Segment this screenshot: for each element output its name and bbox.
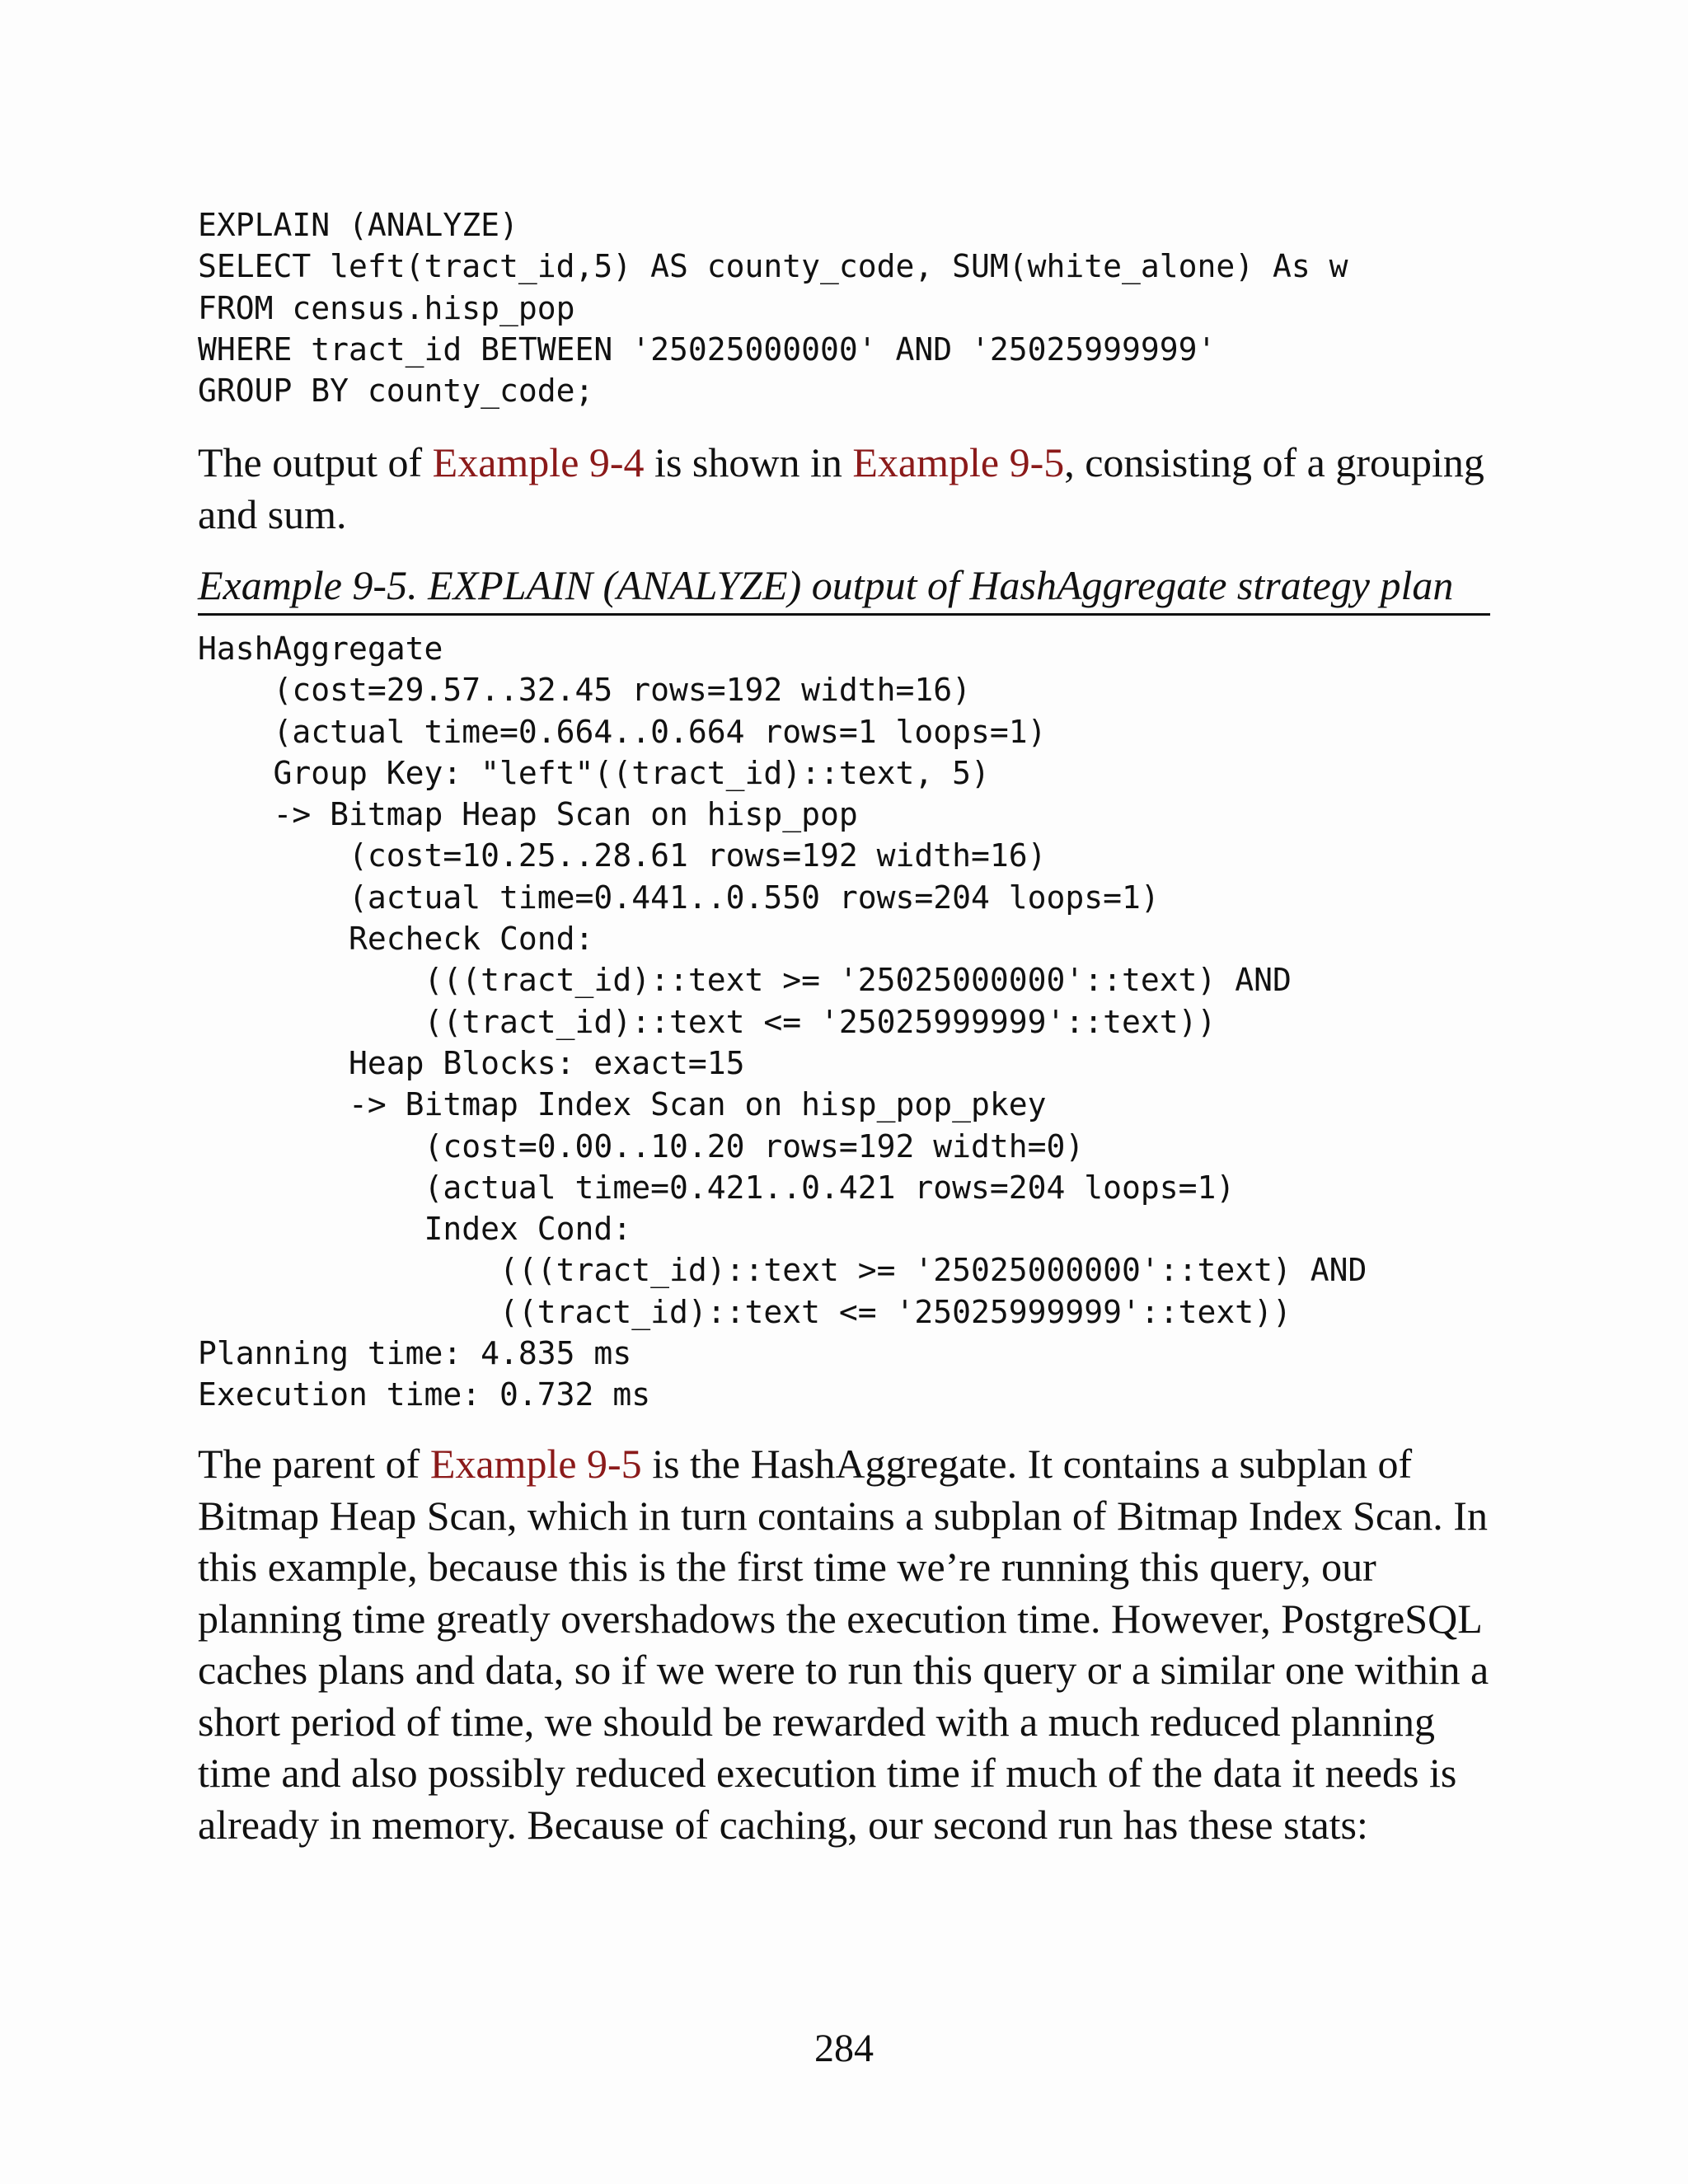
code-line: (actual time=0.664..0.664 rows=1 loops=1)	[198, 713, 1047, 750]
code-line: Planning time: 4.835 ms	[198, 1335, 632, 1372]
code-line: Group Key: "left"((tract_id)::text, 5)	[198, 754, 990, 791]
code-line: SELECT left(tract_id,5) AS county_code, SUM(white_alone) As w	[198, 248, 1348, 285]
code-line: Index Cond:	[198, 1211, 632, 1248]
example-9-5-link[interactable]: Example 9-5	[852, 439, 1065, 485]
code-line: (actual time=0.441..0.550 rows=204 loops=1)	[198, 879, 1160, 916]
example-9-4-link[interactable]: Example 9-4	[432, 439, 645, 485]
page-number: 284	[814, 2027, 874, 2070]
code-line: (cost=29.57..32.45 rows=192 width=16)	[198, 672, 971, 709]
code-line: WHERE tract_id BETWEEN '25025000000' AND '25025999999'	[198, 330, 1217, 368]
code-line: (((tract_id)::text >= '25025000000'::text) AND	[198, 962, 1292, 999]
code-line: (((tract_id)::text >= '25025000000'::text) AND	[198, 1252, 1367, 1289]
paragraph-text: The output of	[198, 439, 433, 485]
explain-output-code-block	[198, 628, 1367, 1416]
code-line: ((tract_id)::text <= '25025999999'::text))	[198, 1003, 1217, 1040]
code-line: GROUP BY county_code;	[198, 373, 594, 410]
code-line: Execution time: 0.732 ms	[198, 1376, 651, 1413]
code-line: FROM census.hisp_pop	[198, 289, 575, 326]
code-line: ((tract_id)::text <= '25025999999'::text))	[198, 1293, 1292, 1330]
code-line: Recheck Cond:	[198, 921, 594, 958]
code-line: (cost=0.00..10.20 rows=192 width=0)	[198, 1127, 1085, 1165]
paragraph-text: The parent of	[198, 1441, 430, 1487]
code-line: EXPLAIN (ANALYZE)	[198, 207, 518, 243]
example-9-5-link[interactable]: Example 9-5	[429, 1441, 642, 1487]
paragraph-text: is shown in	[644, 439, 853, 485]
paragraph-text: , consisting of a grouping and sum.	[198, 439, 1484, 537]
sql-query-code-block	[198, 204, 1348, 411]
code-line: (actual time=0.421..0.421 rows=204 loops=1)	[198, 1169, 1236, 1206]
code-line: -> Bitmap Index Scan on hisp_pop_pkey	[198, 1086, 1047, 1123]
example-caption: Example 9-5. EXPLAIN (ANALYZE) output of HashAggregate strategy plan	[198, 560, 1490, 616]
paragraph-plan-explanation	[198, 1438, 1492, 1850]
code-line: -> Bitmap Heap Scan on hisp_pop	[198, 796, 858, 833]
paragraph-text: is the HashAggregate. It contains a subplan of Bitmap Heap Scan, which in turn contains a subplan of Bitmap Index Scan. In this example, because this is the first time we’re running this query, our planning time greatly overshadows the execution time. However, PostgreSQL caches plans and data, so if we were to run this query or a similar one within a short period of time, we should be rewarded with a much reduced planning time and also possibly reduced execution time if much of the data it needs is already in memory. Because of caching, our second run has these stats:	[198, 1441, 1489, 1848]
paragraph-output-intro	[198, 437, 1492, 540]
code-line: (cost=10.25..28.61 rows=192 width=16)	[198, 837, 1047, 874]
code-line: HashAggregate	[198, 630, 443, 667]
code-line: Heap Blocks: exact=15	[198, 1044, 745, 1081]
